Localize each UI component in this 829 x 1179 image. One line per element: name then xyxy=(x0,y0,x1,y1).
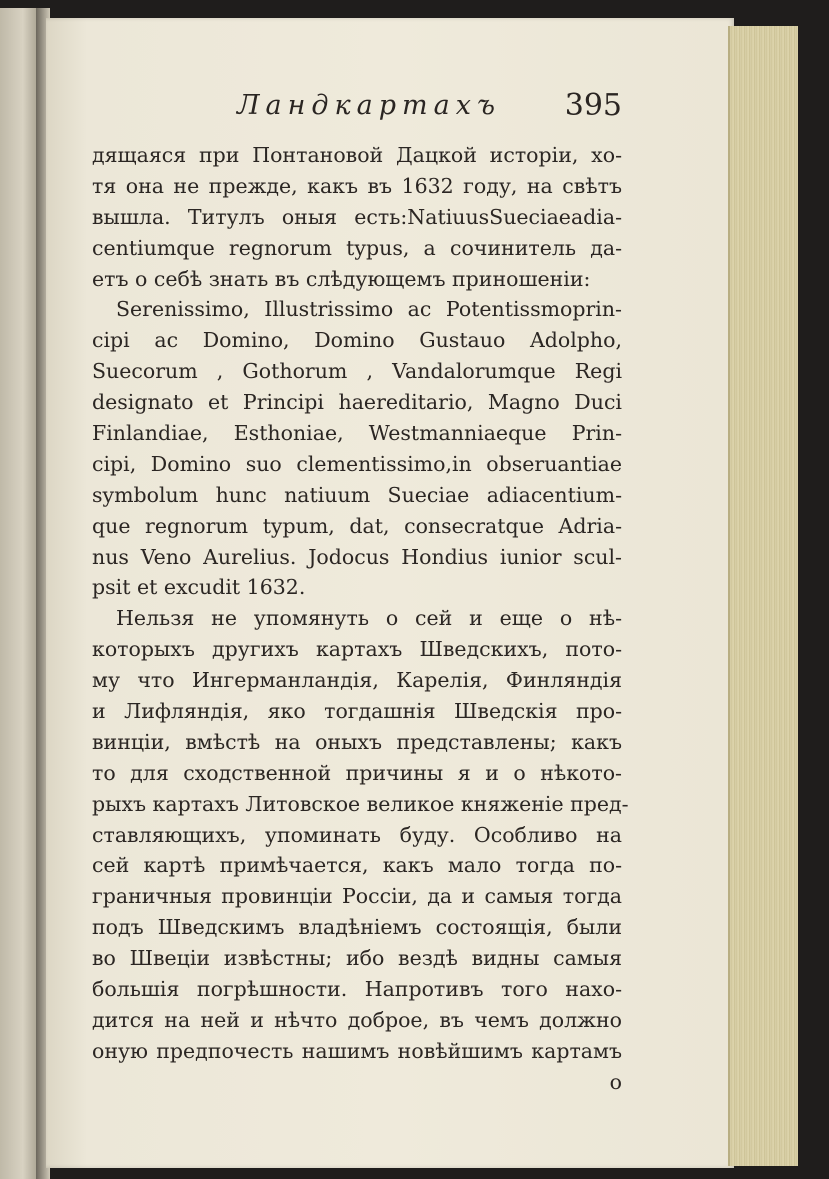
page-number: 395 xyxy=(564,88,622,123)
text-line: ставляющихъ, упоминать буду. Особливо на xyxy=(92,822,622,847)
facing-page-edge xyxy=(0,8,38,1179)
page-edges xyxy=(728,26,798,1166)
text-line: дится на ней и нѣчто доброе, въ чемъ должно xyxy=(92,1007,622,1032)
text-line: сей картѣ примѣчается, какъ мало тогда по- xyxy=(92,853,622,878)
text-line: рыхъ картахъ Литовское великое княженіе пред- xyxy=(92,791,629,816)
text-line: винціи, вмѣстѣ на оныхъ представлены; какъ xyxy=(92,729,622,754)
text-line: psit et excudit 1632. xyxy=(92,575,306,600)
text-line: граничныя провинціи Россіи, да и самыя тогда xyxy=(92,884,622,909)
text-line: о xyxy=(609,1069,622,1094)
body-text xyxy=(92,140,629,1098)
text-line: symbolum hunc natiuum Sueciae adiacentium- xyxy=(92,482,622,507)
text-line: подъ Шведскимъ владѣніемъ состоящія, были xyxy=(92,915,622,940)
text-line: большія погрѣшности. Напротивъ того нахо- xyxy=(92,977,622,1002)
text-line: Finlandiae, Esthoniae, Westmanniaeque Prin- xyxy=(92,421,622,446)
text-line: вышла. Титулъ оныя есть:NatiuusSueciaeadia- xyxy=(92,204,622,229)
running-title: Ландкартахъ xyxy=(237,90,501,121)
text-line: centiumque regnorum typus, а сочинитель да- xyxy=(92,235,622,260)
text-line: му что Ингерманландія, Карелія, Финляндія xyxy=(92,668,622,693)
text-line: Serenissimo, Illustrissimo ac Potentissmoprin- xyxy=(116,297,622,322)
text-line: тя она не прежде, какъ въ 1632 году, на свѣтъ xyxy=(92,173,622,198)
text-line: то для сходственной причины я и о нѣкото- xyxy=(92,760,622,785)
text-line: етъ о себѣ знать въ слѣдующемъ приношеніи: xyxy=(92,266,591,291)
text-line: оную предпочесть нашимъ новѣйшимъ картамъ xyxy=(92,1038,622,1063)
text-line: во Швеціи извѣстны; ибо вездѣ видны самыя xyxy=(92,946,622,971)
scan-background xyxy=(0,0,829,9)
text-line: дящаяся при Понтановой Дацкой исторіи, хо- xyxy=(92,143,622,167)
text-line: nus Veno Aurelius. Jodocus Hondius iunior scul- xyxy=(92,544,622,569)
text-line: Suecorum , Gothorum , Vandalorumque Regi xyxy=(92,359,622,384)
text-line: которыхъ другихъ картахъ Шведскихъ, пото- xyxy=(92,637,622,662)
page-header xyxy=(92,84,622,134)
text-line: cipi, Domino suo clementissimo,in obseruantiae xyxy=(92,451,622,476)
text-line: и Лифляндія, яко тогдашнія Шведскія про- xyxy=(92,699,622,724)
text-line: cipi ac Domino, Domino Gustauo Adolpho, xyxy=(92,328,622,353)
text-line: Нельзя не упомянуть о сей и еще о нѣ- xyxy=(116,606,622,631)
text-line: designato et Principi haereditario, Magno Duci xyxy=(92,390,622,415)
text-line: que regnorum typum, dat, consecratque Adria- xyxy=(92,513,622,538)
